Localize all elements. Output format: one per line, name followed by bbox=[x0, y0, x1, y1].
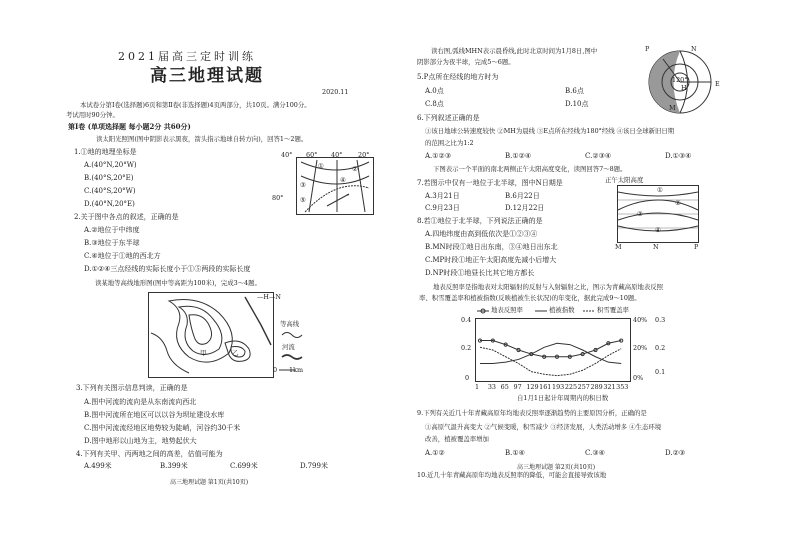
graph7-ylabel: 正午太阳高度 bbox=[605, 176, 644, 184]
map1-point-5: ⑤ bbox=[300, 196, 306, 204]
prompt-q3-4: 读某地等高线地形图(图中等高距为100米)，完成3～4题。 bbox=[95, 279, 261, 287]
map1-lon-4: 20° bbox=[358, 151, 370, 159]
prompt-q5-6-line2: 阴影部分为夜半球，完成5～6题。 bbox=[417, 58, 515, 66]
albedo-chart bbox=[476, 319, 630, 381]
q2-stem: 2.关于图中各点的叙述，正确的是 bbox=[74, 213, 179, 221]
albedo-right-tick-1: 40% bbox=[633, 316, 648, 324]
graph7-curve-4: ④ bbox=[655, 226, 661, 234]
q5-option-a: A.0点 bbox=[425, 87, 444, 95]
map1-lon-1: 40° bbox=[281, 151, 293, 159]
q9-statement-line1: ①高原气温升高变大 ②气候变暖，积雪减少 ③经济发展，人类活动增多 ④生态环境 bbox=[425, 423, 662, 431]
q9-answer-d: D.②③ bbox=[665, 449, 686, 457]
map1-point-4: ④ bbox=[340, 176, 346, 184]
contour-legend-top: —H—N bbox=[257, 293, 281, 301]
q2-option-d: D.①②④三点经线的实际长度小于①⑤两段的实际长度 bbox=[84, 265, 251, 273]
q6-answer-d: D.①③④ bbox=[665, 152, 692, 160]
albedo-right2-tick-2: 0.2 bbox=[655, 344, 666, 352]
q8-stem: 8.若①地位于北半球，下列说法正确的是 bbox=[417, 217, 543, 225]
q3-option-c: C.图中河流流经地区地势较为陡峭，河谷约30千米 bbox=[84, 424, 241, 432]
globe-label-e: E bbox=[715, 80, 720, 88]
map1-point-1: ① bbox=[318, 162, 324, 170]
prompt-q9-10-line1: 地表反照率是指地表对太阳辐射的反射与入射辐射之比，图示为青藏高原地表反照 bbox=[433, 283, 664, 291]
intro-line-1: 本试卷分第Ⅰ卷(选择题)6页和第Ⅱ卷(非选择题)4页两部分，共10页。满分100分。 bbox=[80, 101, 311, 109]
albedo-x-tick: 193 bbox=[552, 383, 565, 391]
globe-label-p: P bbox=[645, 45, 650, 53]
q7-stem: 7.若图示中仅有一地位于北半球，图中N日期是 bbox=[417, 179, 563, 187]
albedo-x-tick: 161 bbox=[539, 383, 552, 391]
q4-option-c: C.699米 bbox=[230, 462, 258, 470]
albedo-right2-tick-3: 0.1 bbox=[655, 368, 666, 376]
graph7-x-n: N bbox=[653, 243, 659, 251]
albedo-x-tick: 353 bbox=[616, 383, 629, 391]
albedo-x-tick: 129 bbox=[526, 383, 539, 391]
q6-statement-line2: 的范围之比为1:2 bbox=[425, 139, 474, 147]
q6-answer-c: C.②③④ bbox=[585, 152, 612, 160]
q9-answer-a: A.①② bbox=[425, 449, 445, 457]
q1-option-a: A.(40°N,20°W) bbox=[84, 161, 137, 169]
legend-contour-label: 等高线 bbox=[280, 320, 300, 328]
prompt-q9-10-line2: 率、积雪覆盖率和植被指数(反映植被生长状况)的年变化，据此完成9～10题。 bbox=[419, 294, 641, 302]
page-footer-1: 高三地理试题 第1页(共10页) bbox=[170, 479, 249, 486]
graph7-x-p: P bbox=[694, 243, 699, 251]
page-footer-2: 高三地理试题 第2页(共10页) bbox=[517, 464, 596, 471]
q2-option-b: B.③地位于东半球 bbox=[84, 239, 140, 247]
q1-stem: 1.①地的地理坐标是 bbox=[74, 148, 137, 156]
albedo-xlabel: 自1月1日起计年周期内的积日数 bbox=[517, 394, 609, 402]
graph7-curve-1: ① bbox=[657, 186, 663, 194]
q4-option-b: B.399米 bbox=[160, 462, 188, 470]
q5-option-d: D.10点 bbox=[565, 100, 589, 108]
albedo-chart-frame bbox=[475, 318, 631, 382]
prompt-q7-8: 下图表示一个平面的南北两侧正午太阳高度变化，读图回答7～8题。 bbox=[433, 165, 627, 173]
q5-option-b: B.6点 bbox=[565, 87, 584, 95]
globe-label-n: N bbox=[691, 45, 697, 53]
q4-option-d: D.799米 bbox=[300, 462, 328, 470]
q7-option-a: A.3月21日 bbox=[425, 192, 460, 200]
exam-date: 2020.11 bbox=[322, 88, 349, 96]
illumination-map-graphic bbox=[297, 158, 373, 214]
q9-stem: 9.下列有关近几十年青藏高原年均地表反照率逐渐趋势的主要原因分析，正确的是 bbox=[417, 409, 647, 417]
albedo-x-tick: 97 bbox=[513, 383, 522, 391]
q10-stem: 10.近几十年青藏高原年均地表反照率的降低，可能会直接导致该地 bbox=[417, 471, 607, 479]
albedo-right2-tick-1: 0.3 bbox=[655, 316, 666, 324]
q9-answer-b: B.①④ bbox=[505, 449, 525, 457]
section-title: 第Ⅰ卷 (单项选择题 每小题2分 共60分) bbox=[68, 122, 191, 131]
q7-option-c: C.9月23日 bbox=[425, 204, 460, 212]
albedo-x-tick: 225 bbox=[564, 383, 578, 391]
globe-label-m: M bbox=[669, 104, 676, 112]
map1-lon-2: 60° bbox=[306, 151, 318, 159]
q3-option-b: B.图中河流所在地区可以以谷为坝址建设水库 bbox=[84, 411, 225, 419]
albedo-legend-3: 积雪覆盖率 bbox=[597, 306, 629, 314]
albedo-right-tick-3: 0% bbox=[633, 374, 644, 382]
intro-line-2: 考试用时90分钟。 bbox=[66, 111, 119, 119]
q6-statement-line1: ①该日地球公转速度较快 ②MH为晨线 ③E点所在经线为180°经线 ④该日全球新旧日期 bbox=[425, 127, 675, 135]
albedo-series-3 bbox=[480, 347, 621, 375]
exam-title: 高三地理试题 bbox=[150, 66, 264, 86]
q5-option-c: C.8点 bbox=[425, 100, 444, 108]
globe-label-h: H bbox=[681, 84, 687, 92]
albedo-left-tick-2: 0.2 bbox=[461, 344, 472, 352]
contour-point-jia: 甲 bbox=[200, 349, 207, 357]
albedo-x-tick: 65 bbox=[500, 383, 509, 391]
albedo-legend-2: 植被指数 bbox=[549, 306, 575, 314]
albedo-x-tick: 1 bbox=[475, 383, 480, 391]
legend-river-label: 河流 bbox=[282, 343, 295, 351]
q9-statement-line2: 改善，植被覆盖率增加 bbox=[425, 435, 489, 443]
right-page bbox=[397, 0, 794, 549]
contour-map-graphic bbox=[149, 293, 273, 377]
q8-option-c: C.MP时段①地正午太阳高度先减小后增大 bbox=[425, 256, 557, 264]
q5-stem: 5.P点所在经线的地方时为 bbox=[417, 73, 499, 81]
q1-option-b: B.(40°S,20°E) bbox=[84, 174, 134, 182]
q1-option-d: D.(40°N,20°E) bbox=[84, 200, 135, 208]
prompt-q5-6-line1: 读右图,弧线MHN表示晨昏线,此时北京时间为1月8日,图中 bbox=[431, 47, 598, 55]
graph7-x-m: M bbox=[615, 243, 622, 251]
albedo-legend-1: 地表反照率 bbox=[491, 306, 523, 314]
contour-point-yi: 乙 bbox=[232, 349, 239, 357]
q4-option-a: A.499米 bbox=[84, 462, 112, 470]
albedo-x-tick: 321 bbox=[603, 383, 616, 391]
map1-point-3: ③ bbox=[300, 181, 306, 189]
q4-stem: 4.下列有关甲、丙两地之间的高差，估值可能为 bbox=[76, 450, 223, 458]
q8-option-d: D.NP时段①地昼长比其它地方都长 bbox=[425, 269, 535, 277]
q3-option-d: D.图中地形以山地为主，地势起伏大 bbox=[84, 437, 197, 445]
q3-stem: 3.下列有关图示信息判读，正确的是 bbox=[76, 384, 188, 392]
legend-contour-line bbox=[282, 330, 302, 340]
albedo-left-tick-1: 0.4 bbox=[461, 316, 472, 324]
graph7-curve-2: ② bbox=[675, 199, 681, 207]
illumination-map bbox=[296, 157, 374, 215]
q8-option-b: B.MN时段①地日出东南，③④地日出东北 bbox=[425, 243, 558, 251]
graph7-curve-3: ③ bbox=[637, 210, 643, 218]
q6-stem: 6.下列叙述正确的是 bbox=[417, 114, 480, 122]
q7-option-b: B.6月22日 bbox=[505, 192, 540, 200]
q2-option-a: A.②地位于中纬度 bbox=[84, 226, 140, 234]
map1-lon-3: 40° bbox=[331, 151, 343, 159]
q8-option-a: A.四地纬度由高到低依次是①②③④ bbox=[425, 230, 538, 238]
albedo-x-tick: 289 bbox=[590, 383, 603, 391]
albedo-right-tick-2: 20% bbox=[633, 344, 648, 352]
albedo-x-tick: 257 bbox=[577, 383, 590, 391]
q2-option-c: C.④地位于①地的西北方 bbox=[84, 252, 161, 260]
q9-answer-c: C.③④ bbox=[585, 449, 605, 457]
scale-zero: 0 bbox=[273, 366, 278, 374]
exam-header: 2021届高三定时训练 bbox=[118, 50, 256, 63]
q7-option-d: D.12月22日 bbox=[505, 204, 545, 212]
albedo-x-tick: 33 bbox=[487, 383, 496, 391]
contour-map bbox=[148, 292, 274, 378]
map1-point-2: ② bbox=[352, 165, 358, 173]
albedo-left-tick-3: 0 bbox=[465, 374, 470, 382]
prompt-q1-2: 读太阳光照图(图中阴影表示黑夜，箭头指示地球自转方向)，回答1～2题。 bbox=[96, 135, 308, 143]
q6-answer-b: B.①②④ bbox=[505, 152, 532, 160]
scale-label: 1km bbox=[289, 366, 303, 374]
q6-answer-a: A.①②③ bbox=[425, 152, 452, 160]
q1-option-c: C.(40°S,20°W) bbox=[84, 187, 136, 195]
map1-lat-label: 80° bbox=[272, 194, 284, 202]
q3-option-a: A.图中河流的流向是从东南流向西北 bbox=[84, 398, 197, 406]
globe-label-angle: 120° bbox=[672, 76, 688, 84]
legend-river-line bbox=[282, 353, 302, 361]
